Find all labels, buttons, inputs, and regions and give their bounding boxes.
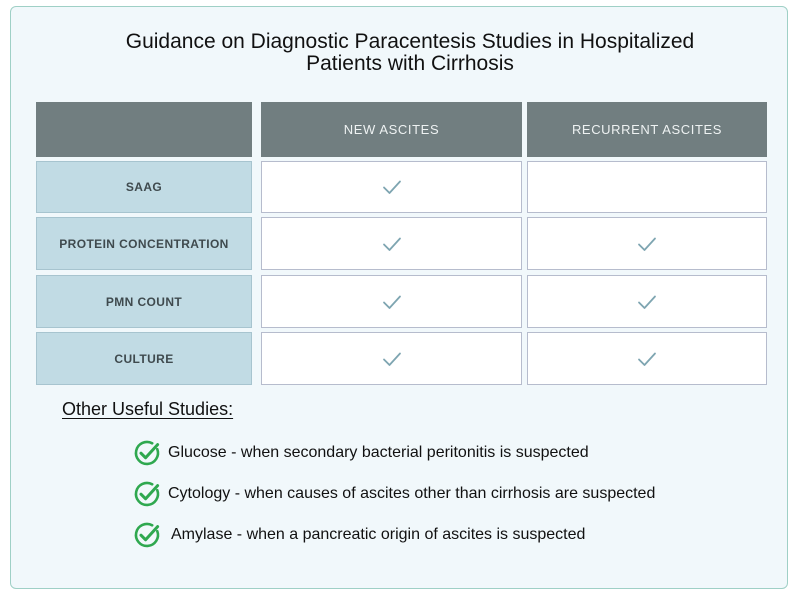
cell-culture-new-ascites [261,332,522,385]
green-check-circle-icon [133,521,161,549]
cell-saag-new-ascites [261,161,522,213]
title-line-2: Patients with Cirrhosis [306,52,514,75]
check-icon [381,348,403,370]
cell-protein-concentration-new-ascites [261,217,522,270]
cell-pmn-count-new-ascites [261,275,522,328]
row-label-saag: SAAG [36,161,252,213]
check-icon [636,233,658,255]
study-text-cytology: Cytology - when causes of ascites other than cirrhosis are suspected [168,485,656,502]
study-item-glucose [133,439,589,467]
row-label-pmn-count: PMN COUNT [36,275,252,328]
cell-saag-recurrent-ascites [527,161,767,213]
column-header-new-ascites: NEW ASCITES [261,102,522,157]
title-line-1: Guidance on Diagnostic Paracentesis Studies in Hospitalized [125,30,695,53]
check-icon [636,291,658,313]
row-label-protein-concentration: PROTEIN CONCENTRATION [36,217,252,270]
cell-pmn-count-recurrent-ascites [527,275,767,328]
cell-culture-recurrent-ascites [527,332,767,385]
row-label-culture: CULTURE [36,332,252,385]
check-icon [381,233,403,255]
other-studies-heading: Other Useful Studies: [62,399,234,419]
cell-protein-concentration-recurrent-ascites [527,217,767,270]
study-item-cytology [133,480,655,508]
study-text-amylase: Amylase - when a pancreatic origin of ascites is suspected [171,526,586,543]
check-icon [636,348,658,370]
check-icon [381,291,403,313]
column-header-recurrent-ascites: RECURRENT ASCITES [527,102,767,157]
study-item-amylase [133,521,585,549]
green-check-circle-icon [133,439,161,467]
check-icon [381,176,403,198]
study-text-glucose: Glucose - when secondary bacterial peritonitis is suspected [168,444,589,461]
page-title [0,31,800,75]
table-header-empty [36,102,252,157]
green-check-circle-icon [133,480,161,508]
